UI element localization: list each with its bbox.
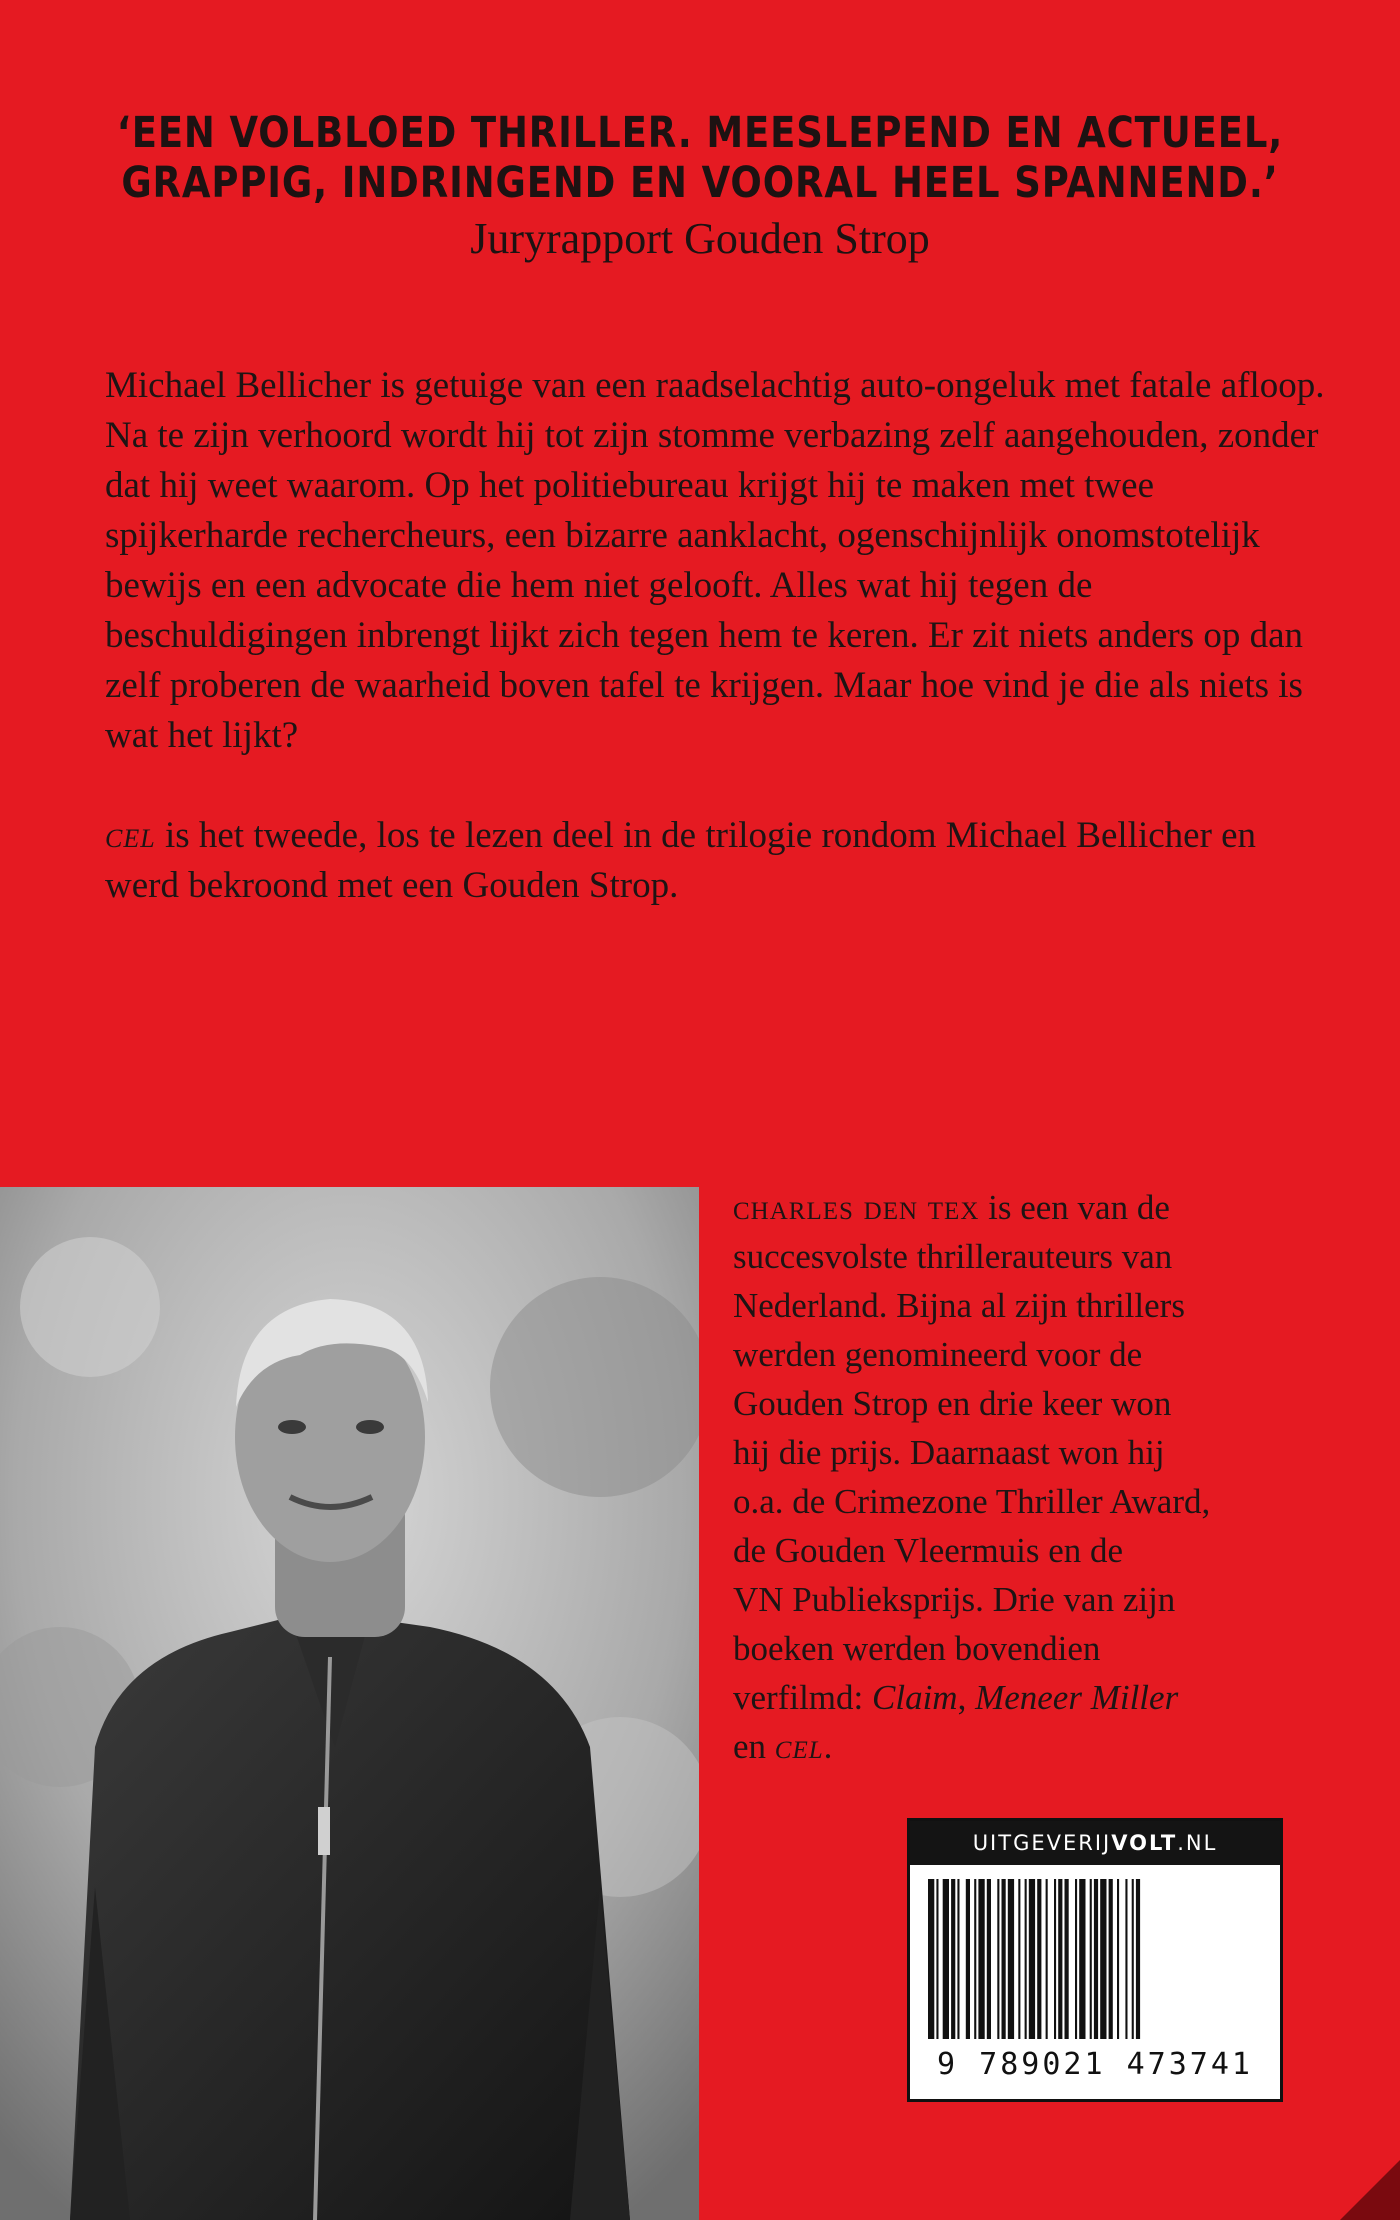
bio-line: Nederland. Bijna al zijn thrillers [733,1286,1185,1325]
bio-line: boeken werden bovendien [733,1629,1101,1668]
book-blurb [105,361,1335,911]
bio-line: Gouden Strop en drie keer won [733,1384,1172,1423]
bio-line: werden genomineerd voor de [733,1335,1143,1374]
bio-line: hij die prijs. Daarnaast won hij [733,1433,1165,1472]
author-bio [733,1183,1373,1771]
book-title-inline: cel [105,815,156,856]
author-name: charles den tex [733,1188,980,1227]
page-corner [1340,2160,1400,2220]
film-title: cel [774,1727,824,1766]
publisher-url [910,1821,1280,1865]
bio-line [733,1183,1373,1232]
blurb-paragraph-2 [105,811,1335,911]
film-title: Meneer Miller [975,1678,1179,1717]
bio-line: succesvolste thrillerauteurs van [733,1237,1173,1276]
bio-text: . [823,1727,833,1766]
publisher-text-bold: VOLT [1111,1831,1178,1855]
bio-line [733,1673,1373,1722]
bio-text: is een van de [979,1188,1170,1227]
quote-source: Juryrapport Gouden Strop [470,214,930,263]
quote-line-2: GRAPPIG, INDRINGEND EN VOORAL HEEL SPANNEND.’ [121,158,1279,208]
publisher-text: UITGEVERIJ [972,1831,1112,1855]
review-quote [0,108,1400,266]
blurb-paragraph-2-text: is het tweede, los te lezen deel in de trilogie rondom Michael Bellicher en werd bekroond met een Gouden Strop. [105,815,1257,906]
bio-text: , [957,1678,976,1717]
bio-line: de Gouden Vleermuis en de [733,1531,1124,1570]
isbn-number: 9 789021 473741 [937,2047,1253,2082]
bio-text: verfilmd: [733,1678,872,1717]
film-title: Claim [872,1678,958,1717]
bio-line [733,1722,1373,1771]
blurb-paragraph-1: Michael Bellicher is getuige van een raadselachtig auto-ongeluk met fatale afloop. Na te zijn verhoord wordt hij tot zijn stomme verbazing zelf aangehouden, zonder dat hij weet waarom. Op het politiebureau krijgt hij te maken met twee spijkerharde rechercheurs, een bizarre aanklacht, ogenschijnlijk onomstotelijk bewijs en een advocate die hem niet gelooft. Alles wat hij tegen de beschuldigingen inbrengt lijkt zich tegen hem te keren. Er zit niets anders op dan zelf proberen de waarheid boven tafel te krijgen. Maar hoe vind je die als niets is wat het lijkt? [105,365,1325,756]
barcode-icon [928,1879,1262,2039]
author-photo [0,1187,699,2220]
bio-line: o.a. de Crimezone Thriller Award, [733,1482,1211,1521]
barcode-label [907,1818,1283,2102]
publisher-text: .NL [1177,1831,1218,1855]
bio-text: en [733,1727,775,1766]
quote-line-1: ‘EEN VOLBLOED THRILLER. MEESLEPEND EN ACTUEEL, [116,108,1284,158]
bio-line: VN Publieksprijs. Drie van zijn [733,1580,1176,1619]
